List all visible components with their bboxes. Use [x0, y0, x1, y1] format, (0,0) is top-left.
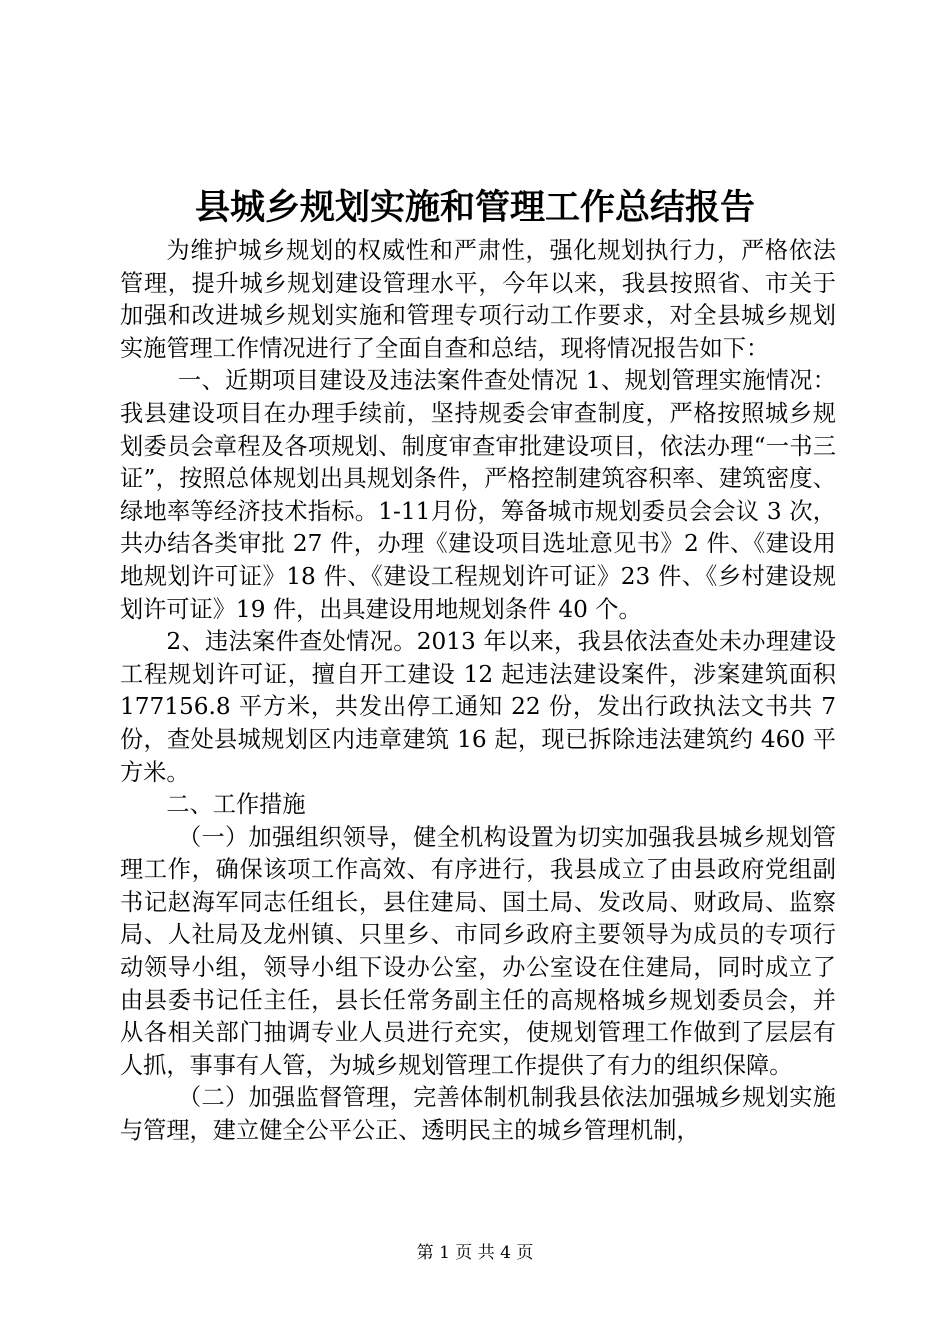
paragraph-heading-measures: 二、工作措施 — [166, 791, 306, 819]
document-body — [120, 235, 836, 1148]
paragraph-violations: 2、违法案件查处情况。2013 年以来，我县依法查处未办理建设工程规划许可证，擅自开工建设 12 起违法建设案件，涉案建筑面积 177156.8 平方米，共发出停工通知 22 份，发出行政执法文书共 7 份，查处县城规划区内违章建筑 16 起，现已拆除违法建筑约 460 平方米。 — [120, 628, 836, 786]
paragraph-organization: （一）加强组织领导，健全机构设置为切实加强我县城乡规划管理工作，确保该项工作高效、有序进行，我县成立了由县政府党组副书记赵海军同志任组长，县住建局、国土局、发改局、财政局、监察局、人社局及龙州镇、只里乡、市同乡政府主要领导为成员的专项行动领导小组，领导小组下设办公室，办公室设在住建局，同时成立了由县委书记任主任，县长任常务副主任的高规格城乡规划委员会，并从各相关部门抽调专业人员进行充实，使规划管理工作做到了层层有人抓，事事有人管，为城乡规划管理工作提供了有力的组织保障。 — [120, 823, 836, 1079]
document-title: 县城乡规划实施和管理工作总结报告 — [194, 187, 755, 228]
paragraph-section-1: 一、近期项目建设及违法案件查处情况 1、规划管理实施情况：我县建设项目在办理手续前，坚持规委会审查制度，严格按照城乡规划委员会章程及各项规划、制度审查审批建设项目，依法办理“一书三证”，按照总体规划出具规划条件，严格控制建筑容积率、建筑密度、绿地率等经济技术指标。1-11月份，筹备城市规划委员会会议 3 次，共办结各类审批 27 件，办理《建设项目选址意见书》2 件、《建设用地规划许可证》18 件、《建设工程规划许可证》23 件、《乡村建设规划许可证》19 件，出具建设用地规划条件 40 个。 — [120, 367, 836, 623]
paragraph-intro: 为维护城乡规划的权威性和严肃性，强化规划执行力，严格依法管理，提升城乡规划建设管理水平，今年以来，我县按照省、市关于加强和改进城乡规划实施和管理专项行动工作要求，对全县城乡规划实施管理工作情况进行了全面自查和总结，现将情况报告如下： — [120, 237, 836, 362]
paragraph-supervision: （二）加强监督管理，完善体制机制我县依法加强城乡规划实施与管理，建立健全公平公正、透明民主的城乡管理机制， — [120, 1084, 836, 1145]
page-footer: 第 1 页 共 4 页 — [416, 1243, 534, 1263]
